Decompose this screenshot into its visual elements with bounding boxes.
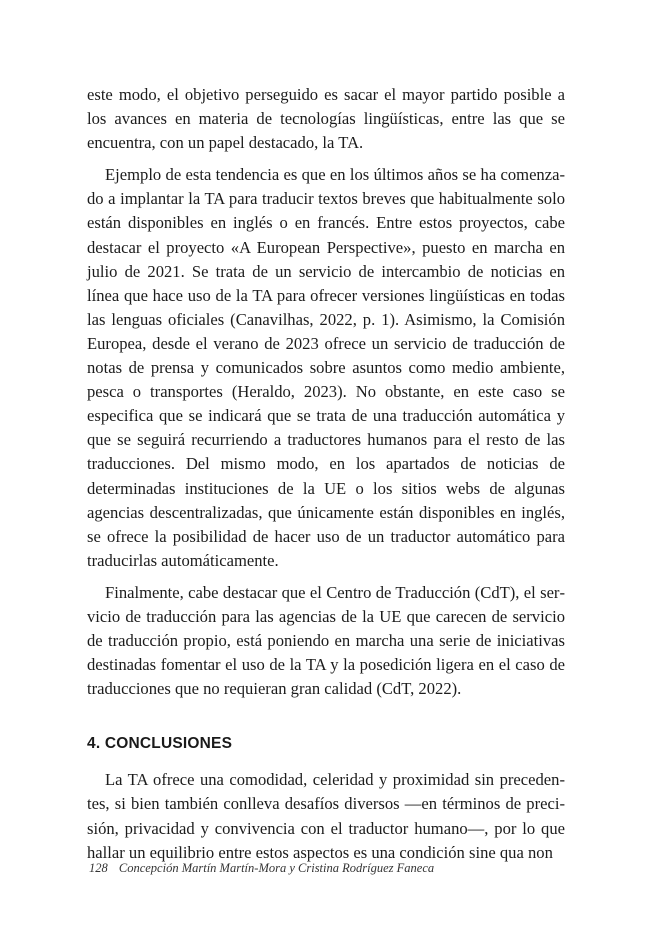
page-footer [89, 861, 434, 876]
footer-authors: Concepción Martín Martín-Mora y Cristina Rodríguez Faneca [118, 861, 435, 875]
page-body [87, 83, 565, 865]
paragraph-continuation: este modo, el objetivo perseguido es sacar el mayor partido posible a los avances en materia de tecnologías lingüísticas, entre las que se encuentra, con un papel destacado, la TA. [87, 85, 565, 153]
paragraph-cdt: Finalmente, cabe destacar que el Centro de Traducción (CdT), el servicio de traducción para las agencias de la UE que carecen de servicio de traducción propio, está poniendo en marcha una serie de iniciativas destinadas fomentar el uso de la TA y la posedición ligera en el caso de traducciones que no requieran gran calidad (CdT, 2022). [87, 582, 565, 699]
paragraph-ta-trend-examples: Ejemplo de esta tendencia es que en los últimos años se ha comenzado a implantar la TA para traducir textos breves que habitualmente solo están disponibles en inglés o en francés. Entre estos proyectos, cabe destacar el proyecto «A European Perspective», puesto en marcha en julio de 2021. Se trata de un servicio de intercambio de noticias en línea que hace uso de la TA para ofrecer versiones lingüísticas en todas las lenguas oficiales (Canavilhas, 2022, p. 1). Asimismo, la Comisión Europea, desde el verano de 2023 ofrece un servicio de traducción de notas de prensa y comunicados sobre asuntos como medio ambiente, pesca o transportes (Heraldo, 2023). No obstante, en este caso se especifica que se indicará que se trata de una traducción automática y que se seguirá recurriendo a traductores humanos para el resto de las traducciones. Del mismo modo, en los apartados de noticias de determinadas instituciones de la UE o los sitios webs de algunas agencias descentralizadas, que únicamente están disponibles en inglés, se ofrece la posibilidad de hacer uso de un traductor automático para traducirlas automáticamente. [87, 165, 565, 570]
section-heading-conclusions: 4. CONCLUSIONES [87, 735, 233, 753]
paragraph-conclusions: La TA ofrece una comodidad, celeridad y proximidad sin precedentes, si bien también conlleva desafíos diversos —en términos de precisión, privacidad y convivencia con el traductor humano—, por lo que hallar un equilibrio entre estos aspectos es una condición sine qua non [87, 770, 565, 862]
page-number: 128 [89, 861, 108, 875]
